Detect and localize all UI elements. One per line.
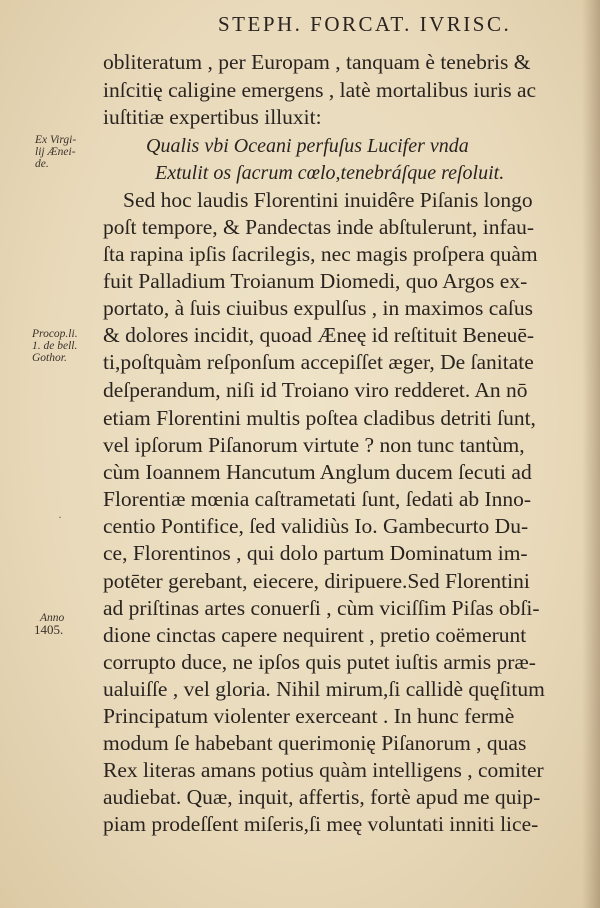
text-line: potēter gerebant, eiecere, diripuere.Sed Florentini [103, 569, 530, 593]
text-line: Sed hoc laudis Florentini inuidêre Piſanis longo [123, 188, 533, 212]
margin-note-line: lij Ænei- [35, 146, 76, 158]
text-line: Rex literas amans potius quàm intelligens , comiter [103, 758, 544, 782]
verse-line: Qualis vbi Oceani perfuſus Lucifer vnda [146, 135, 469, 157]
margin-note-line: Gothor. [32, 352, 67, 364]
text-line: & dolores incidit, quoad Æneę id reſtituit Beneuē- [103, 323, 535, 347]
margin-note-line: de. [35, 158, 49, 170]
stray-ink-mark: · [58, 510, 62, 524]
margin-note-line: Anno [40, 612, 65, 624]
text-line: Florentiæ mœnia caſtrametati ſunt, ſedati ab Inno- [103, 487, 532, 511]
margin-note-line: 1405. [34, 622, 64, 637]
verse-line: Extulit os ſacrum cœlo,tenebráſque reſoluit. [155, 162, 505, 184]
text-line: ſta rapina ipſis ſacrilegis, nec magis proſpera quàm [103, 242, 538, 266]
text-line: inſcitię caligine emergens , latè mortalibus iuris ac [103, 78, 537, 102]
text-line: etiam Florentini multis poſtea cladibus detriti ſunt, [103, 406, 536, 430]
text-line: obliteratum , per Europam , tanquam è tenebris & [103, 50, 531, 74]
text-line: ualuiſſe , vel gloria. Nihil mirum,ſi callidè quęſitum [103, 677, 545, 701]
running-title: STEPH. FORCAT. IVRISC. [218, 12, 512, 36]
text-line: portato, à ſuis ciuibus expulſus , in maximos caſus [103, 296, 533, 320]
text-line: piam prodeſſent miſeris,ſi meę voluntati inniti lice- [103, 812, 539, 836]
text-line: cùm Ioannem Hancutum Anglum ducem ſecuti ad [103, 460, 532, 484]
page-edge-shadow [582, 0, 600, 908]
text-line: ce, Florentinos , qui dolo partum Dominatum im- [103, 541, 528, 565]
margin-note-anno [34, 612, 65, 637]
text-line: vel ipſorum Piſanorum virtute ? non tunc tantùm, [103, 433, 525, 457]
text-line: audiebat. Quæ, inquit, affertis, fortè apud me quip- [103, 785, 541, 809]
text-line: poſt tempore, & Pandectas inde abſtulerunt, infau- [103, 215, 535, 239]
margin-note-line: Procop.li. [32, 328, 78, 340]
margin-note-line: Ex Virgi- [35, 134, 77, 146]
text-line: ad priſtinas artes conuerſi , cùm viciſſim Piſas obſi- [103, 596, 540, 620]
margin-note-virgil [35, 134, 76, 170]
text-line: centio Pontifice, ſed validiùs Io. Gambecurto Du- [103, 514, 529, 538]
text-line: corrupto duce, ne ipſos quis putet iuſtis armis præ- [103, 650, 536, 674]
text-line: iuſtitiæ expertibus illuxit: [103, 105, 322, 129]
text-line: deſperandum, niſi id Troiano viro redderet. An nō [103, 378, 528, 402]
text-line: fuit Palladium Troianum Diomedi, quo Argos ex- [103, 269, 528, 293]
text-line: dione cinctas capere nequirent , pretio coëmerunt [103, 623, 527, 647]
text-line: modum ſe habebant querimonię Piſanorum , quas [103, 731, 527, 755]
text-line: ti,poſtquàm reſponſum accepiſſet æger, De ſanitate [103, 350, 534, 374]
text-line: Principatum violenter exerceant . In hunc fermè [103, 704, 515, 728]
margin-note-procopius [32, 328, 78, 364]
margin-note-line: 1. de bell. [32, 340, 78, 352]
